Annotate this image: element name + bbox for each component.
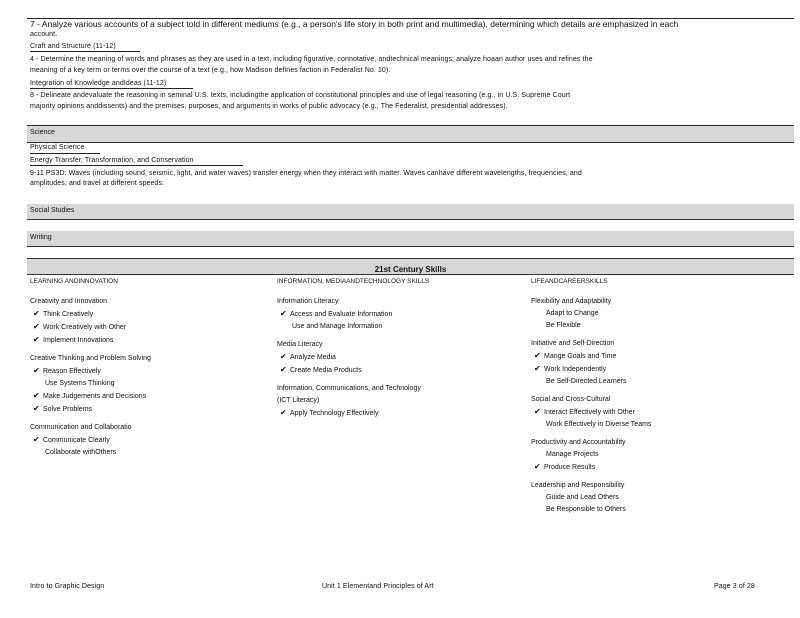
skill-item <box>277 407 527 420</box>
skill-item-label: Be Responsible to Others <box>546 506 626 513</box>
checkmark-icon: ✔ <box>33 322 40 331</box>
integration-heading: Integration of Knowledge andIdeas (11-12) <box>30 80 167 87</box>
skill-item-label: Be Self-Directed Learners <box>546 378 627 385</box>
skill-group-title: Productivity and Accountability <box>531 439 626 446</box>
checkmark-icon: ✔ <box>33 435 40 444</box>
skill-item <box>30 378 270 390</box>
skill-item <box>531 350 781 363</box>
physical-underline <box>30 153 100 154</box>
skill-item <box>30 447 270 459</box>
item7-line1: 7 - Analyze various accounts of a subject told in different mediums (e.g., a person's life story in both print and multimedia), determining which details are emphasized in each <box>30 19 679 29</box>
science-bar-label: Science <box>30 129 55 136</box>
skill-item <box>30 308 270 321</box>
skill-item-label: Be Flexible <box>546 322 581 329</box>
skill-group-title-cont: (ICT Literacy) <box>277 397 320 404</box>
skill-item-label: Adapt to Change <box>546 310 599 317</box>
item4-line1: 4 - Determine the meaning of words and phrases as they are used in a text, including figurative, connotative, andtechnical meanings; analyze hoaan author uses and refines the <box>30 56 593 63</box>
skill-item-label: Use and Manage Information <box>292 323 383 330</box>
skill-item-label: Create Media Products <box>290 367 362 374</box>
footer-page: Page 3 of 28 <box>714 583 755 590</box>
skill-item <box>531 406 781 419</box>
item4-line2: meaning of a key term or terms over the course of a text (e.g., how Madison defines faction in Federalist No. 10). <box>30 67 391 74</box>
skill-group-title: Media Literacy <box>277 341 323 348</box>
checkmark-icon: ✔ <box>33 404 40 413</box>
integration-underline <box>30 88 193 89</box>
skill-item <box>277 364 527 377</box>
skill-item-label: Use Systems Thinking <box>45 380 115 387</box>
item8-line2: majority opinions anddissents) and the premises, purposes, and arguments in works of public advocacy (e.g., The Federalist, presidential addresses). <box>30 103 508 110</box>
skill-item <box>277 308 527 321</box>
skill-group-title: Flexibility and Adaptability <box>531 298 612 305</box>
skill-item-label: Guide and Lead Others <box>546 494 619 501</box>
skill-item <box>531 461 781 474</box>
skills-column-header: INFORMATION, MEDIAANDTECHNOLOGY SKILLS <box>277 278 430 285</box>
craft-underline <box>30 51 140 52</box>
skills-column-header: LIFEANDCAREERSKILLS <box>531 278 608 285</box>
skills-column-information <box>277 276 527 426</box>
skill-item-label: Work Independently <box>544 366 607 373</box>
skills-column-learning <box>30 276 270 465</box>
skills-column-life-career <box>531 276 781 522</box>
checkmark-icon: ✔ <box>534 364 541 373</box>
skill-group-title: Creativity and Innovation <box>30 298 108 305</box>
checkmark-icon: ✔ <box>280 352 287 361</box>
social-studies-bar <box>27 204 794 220</box>
skill-item-label: Solve Problems <box>43 406 93 413</box>
physical-science-heading: Physical Science <box>30 144 85 151</box>
checkmark-icon: ✔ <box>33 335 40 344</box>
skill-group-title: Information Literacy <box>277 298 339 305</box>
skill-item-label: Collaborate withOthers <box>45 449 117 456</box>
skill-item <box>531 308 781 320</box>
skill-group-title: Information, Communications, and Technology <box>277 385 421 392</box>
skill-item <box>30 334 270 347</box>
item8-line1: 8 - Delineate andevaluate the reasoning in seminal U.S. texts, includingthe application of constitutional principles and use of legal reasoning (e.g., in U.S. Supreme Court <box>30 92 571 99</box>
craft-heading: Craft and Structure (11-12) <box>30 43 116 50</box>
skill-item-label: Implement Innovations <box>43 337 114 344</box>
skill-group-title: Communication and Collaboratio <box>30 424 132 431</box>
checkmark-icon: ✔ <box>534 407 541 416</box>
energy-underline <box>30 165 243 166</box>
skill-item <box>30 365 270 378</box>
checkmark-icon: ✔ <box>33 366 40 375</box>
skill-item-label: Make Judgements and Decisions <box>43 393 147 400</box>
skill-item <box>277 321 527 333</box>
skill-item <box>531 376 781 388</box>
writing-bar-label: Writing <box>30 234 52 241</box>
skill-item-label: Mange Goals and Time <box>544 353 617 360</box>
checkmark-icon: ✔ <box>280 309 287 318</box>
checkmark-icon: ✔ <box>280 365 287 374</box>
skill-item-label: Interact Effectively with Other <box>544 409 635 416</box>
skill-item <box>531 504 781 516</box>
skill-item <box>30 390 270 403</box>
skills-column-header: LEARNING ANDINNOVATION <box>30 278 118 285</box>
skill-item <box>30 321 270 334</box>
skills-bar <box>27 258 794 275</box>
energy-heading: Energy Transfer, Transformation, and Conservation <box>30 157 194 164</box>
skill-item-label: Manage Projects <box>546 451 599 458</box>
skill-group-title: Social and Cross-Cultural <box>531 396 611 403</box>
writing-bar <box>27 231 794 247</box>
skill-item-label: Think Creatively <box>43 311 94 318</box>
skill-item <box>30 434 270 447</box>
skill-item-label: Analyze Media <box>290 354 336 361</box>
skill-item <box>277 351 527 364</box>
checkmark-icon: ✔ <box>33 309 40 318</box>
skill-item-label: Apply Technology Effectively <box>290 410 379 417</box>
footer-course: Intro to Graphic Design <box>30 583 105 590</box>
skill-item <box>531 363 781 376</box>
checkmark-icon: ✔ <box>534 351 541 360</box>
skill-item <box>30 403 270 416</box>
science-item-line1: 9-11 PS3D: Waves (including sound, seismic, light, and water waves) transfer energy when they interact with matter. Waves canhave different wavelengths, frequencies, and <box>30 170 582 177</box>
skill-item-label: Produce Results <box>544 464 596 471</box>
social-studies-bar-label: Social Studies <box>30 207 75 214</box>
science-bar <box>27 125 794 143</box>
skill-group-title: Leadership and Responsibility <box>531 482 625 489</box>
skills-title: 21st Century Skills <box>374 265 447 274</box>
skill-item-label: Reason Effectively <box>43 368 101 375</box>
skill-group-title: Initiative and Self-Direction <box>531 340 615 347</box>
checkmark-icon: ✔ <box>280 408 287 417</box>
skill-item-label: Access and Evaluate Information <box>290 311 393 318</box>
skill-item <box>531 449 781 461</box>
checkmark-icon: ✔ <box>33 391 40 400</box>
skill-item <box>531 320 781 332</box>
footer-unit: Unit 1 Elementand Principles of Art <box>322 583 434 590</box>
item7-line2: account. <box>30 31 58 38</box>
skill-item-label: Communicate Clearly <box>43 437 110 444</box>
science-item-line2: amplitudes, and travel at different speeds. <box>30 180 165 187</box>
skill-item-label: Work Creatively with Other <box>43 324 127 331</box>
skill-group-title: Creative Thinking and Problem Solving <box>30 355 151 362</box>
skill-item <box>531 492 781 504</box>
skill-item-label: Work Effectively in Diverse Teams <box>546 421 652 428</box>
skill-item <box>531 419 781 431</box>
checkmark-icon: ✔ <box>534 462 541 471</box>
